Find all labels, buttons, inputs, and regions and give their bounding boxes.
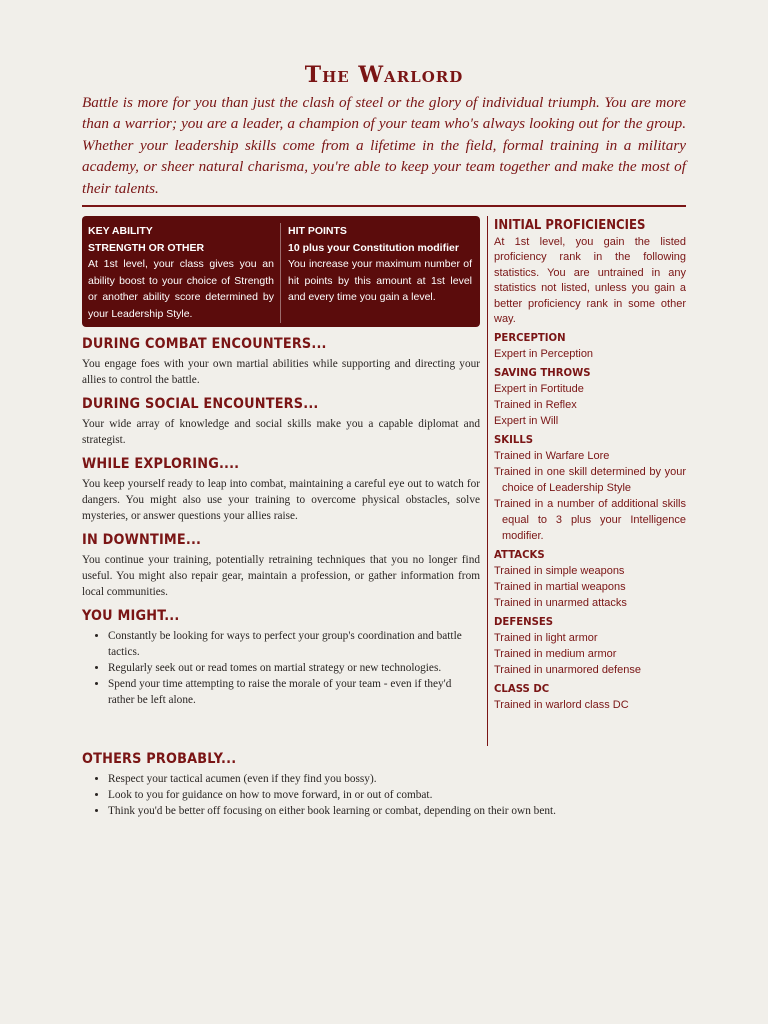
section-body: Your wide array of knowledge and social skills make you a capable diplomat and strategist. [82, 418, 480, 446]
hit-points-value: 10 plus your Constitution modifier [288, 241, 459, 254]
proficiency-item: Expert in Perception [494, 348, 594, 361]
section-heading: OTHERS PROBABLY... [82, 751, 237, 767]
others-list [82, 771, 686, 819]
downtime-section [82, 530, 480, 600]
section-heading: DURING COMBAT ENCOUNTERS... [82, 336, 327, 352]
perception-heading: PERCEPTION [494, 331, 566, 345]
title-divider [82, 205, 686, 207]
proficiency-item: Trained in simple weapons [494, 565, 625, 578]
list-item: • Look to you for guidance on how to move forward, in or out of combat. [108, 787, 686, 803]
proficiency-item: Trained in warlord class DC [494, 699, 629, 712]
proficiency-item: Expert in Fortitude [494, 383, 584, 396]
proficiency-item: Expert in Will [494, 415, 559, 428]
you-might-section [82, 606, 480, 708]
hit-points-heading: HIT POINTS [288, 225, 347, 237]
left-column [82, 334, 480, 708]
defenses-heading: DEFENSES [494, 615, 554, 629]
section-heading: WHILE EXPLORING.... [82, 456, 240, 472]
proficiencies-heading: INITIAL PROFICIENCIES [494, 218, 646, 233]
section-heading: IN DOWNTIME... [82, 532, 202, 548]
proficiency-item: Trained in martial weapons [494, 581, 626, 594]
others-probably-section [82, 749, 686, 819]
list-item: • Think you'd be better off focusing on either book learning or combat, depending on their own bent. [108, 803, 686, 819]
intro-paragraph: Battle is more for you than just the clash of steel or the glory of individual triumph. You are more than a warrior; you are a leader, a champion of your team who's always looking out for the group. Whether your leadership skills come from a lifetime in the field, formal training in a military academy, or sheer natural charisma, you're able to keep your team together and make the most of their talents. [82, 94, 686, 197]
proficiency-item: Trained in unarmored defense [494, 664, 641, 677]
combat-section [82, 334, 480, 388]
social-section [82, 394, 480, 448]
list-item: • Respect your tactical acumen (even if they find you bossy). [108, 771, 686, 787]
section-body: You keep yourself ready to leap into combat, maintaining a careful eye out to watch for dangers. You might also use your training to overcome physical obstacles, solve mysteries, or answer questions your allies raise. [82, 478, 480, 522]
skills-heading: SKILLS [494, 433, 534, 447]
class-dc-heading: CLASS DC [494, 682, 550, 696]
key-ability-value: STRENGTH OR OTHER [88, 241, 205, 254]
proficiencies-column [494, 217, 686, 713]
hit-points-body: You increase your maximum number of hit points by this amount at 1st level and every time you gain a level. [288, 258, 472, 304]
list-item: • Constantly be looking for ways to perfect your group's coordination and battle tactics. [108, 628, 480, 660]
you-might-list [82, 628, 480, 708]
section-heading: YOU MIGHT... [82, 608, 180, 624]
attacks-heading: ATTACKS [494, 548, 545, 562]
list-item: • Spend your time attempting to raise the morale of your team - even if they'd rather be left alone. [108, 676, 480, 708]
proficiency-item: Trained in light armor [494, 632, 598, 645]
section-body: You engage foes with your own martial abilities while supporting and directing your allies to control the battle. [82, 358, 480, 386]
proficiency-item: Trained in Warfare Lore [494, 450, 610, 463]
key-ability-heading: KEY ABILITY [88, 225, 153, 237]
proficiency-item: Trained in unarmed attacks [494, 597, 627, 610]
list-item: • Regularly seek out or read tomes on martial strategy or new technologies. [108, 660, 480, 676]
key-stats-box [82, 216, 480, 327]
proficiency-item: Trained in medium armor [494, 648, 617, 661]
hit-points-column [288, 223, 472, 306]
exploring-section [82, 454, 480, 524]
section-heading: DURING SOCIAL ENCOUNTERS... [82, 396, 319, 412]
saving-throws-heading: SAVING THROWS [494, 366, 591, 380]
proficiency-item: Trained in one skill determined by your choice of Leadership Style [494, 466, 686, 495]
key-ability-column [88, 223, 281, 323]
key-ability-body: At 1st level, your class gives you an ability boost to your choice of Strength or another ability score determined by your Leadership Style. [88, 258, 274, 320]
section-body: You continue your training, potentially retraining techniques that you no longer find useful. You might also repair gear, maintain a profession, or gather information from local communities. [82, 554, 480, 598]
column-divider [487, 216, 488, 746]
proficiencies-intro: At 1st level, you gain the listed proficiency rank in the following statistics. You are untrained in any statistics not listed, unless you gain a better proficiency rank in some other way. [494, 236, 686, 326]
page-title: The Warlord [304, 62, 464, 88]
proficiency-item: Trained in a number of additional skills equal to 3 plus your Intelligence modifier. [494, 498, 686, 543]
proficiency-item: Trained in Reflex [494, 399, 577, 412]
